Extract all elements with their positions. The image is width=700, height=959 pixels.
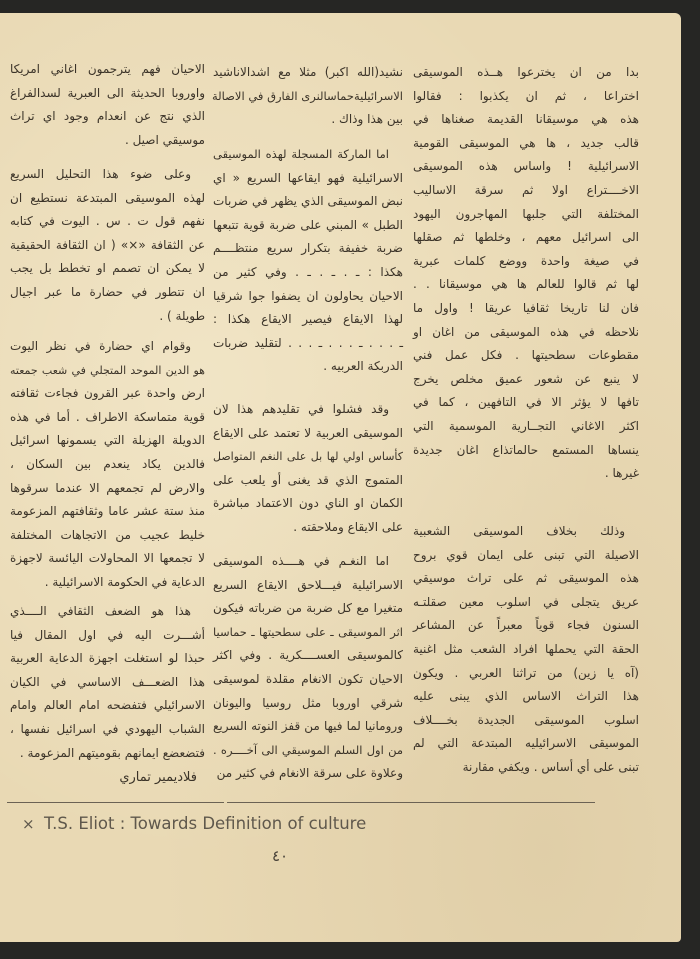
text-line: ارض واحدة عبر القرون فجاءت ثقافته bbox=[10, 386, 205, 401]
text-line: الاسرائيلية فهو ايقاعها السريع « اي bbox=[213, 170, 403, 185]
text-line: على الايقاع وملاحقته . bbox=[293, 519, 403, 534]
page-number: ٤٠ bbox=[272, 847, 289, 865]
text-line: هذا الضعـــف الاساسي في الكيان bbox=[10, 674, 205, 689]
text-line: كأساس اولي لها بل على النغم المتواصل bbox=[213, 450, 403, 464]
text-line: غيرها . bbox=[604, 466, 639, 481]
footnote-text: T.S. Eliot : Towards Definition of culture bbox=[44, 814, 367, 833]
divider-right bbox=[227, 802, 595, 803]
text-line: أشـــرت اليه في اول المقال فيا bbox=[10, 627, 205, 642]
text-line: الاحيان فهم يترجمون اغاني امريكا bbox=[10, 62, 205, 76]
text-line: اختراعا ، ثم ان يكذبوا : فقالوا bbox=[413, 88, 639, 103]
text-line: الاصيلة التي تبنى على ايمان قوي بروح bbox=[413, 547, 639, 562]
text-line: الذي نتج عن انعدام وجود اي تراث bbox=[10, 109, 205, 124]
paragraph bbox=[213, 143, 403, 379]
text-line: خليط عجيب من الاتجاهات المختلفة bbox=[10, 527, 205, 542]
text-line: لا ينبع عن شعور عميق مخلص يخرج bbox=[413, 371, 639, 386]
text-line: بدا من ان يخترعوا هــذه الموسيقى bbox=[413, 65, 639, 79]
text-line: هو الدين الموحد المتجلي في شعب جمعته bbox=[10, 363, 205, 377]
text-line: المختلفة التي جلبها المهاجرون اليهود bbox=[413, 206, 639, 221]
text-line: الطبل » المبني على ضربة قوية تتبعها bbox=[213, 217, 403, 232]
text-line: هذا التراث الاساس الذي يبنى عليه bbox=[413, 689, 639, 704]
text-line: الدويلة الهزيلة التي يسمونها اسرائيل bbox=[10, 433, 205, 448]
column-right bbox=[413, 0, 639, 800]
text-line: لهذا الايقاع فيصير الايقاع هكذا : bbox=[213, 312, 403, 327]
text-line: تافها لا يؤثر الا في التافهين ، كما في bbox=[413, 395, 639, 410]
text-line: هذا هو الضعف الثقافي الــــذي bbox=[10, 604, 191, 618]
text-line: الاخــــتراع اولا ثم سرقة الاساليب bbox=[413, 182, 639, 197]
text-line: تبنى على أي أساس . ويكفي مقارنة bbox=[462, 759, 639, 774]
text-line: وعلاوة على سرقة الانغام في كثير من bbox=[216, 766, 403, 781]
text-line: الى اسرائيل معهم ، وخلطها ثم صقلها bbox=[413, 230, 639, 245]
text-line: ـ . . . ـ . . . ـ . . . لتقليد ضربات bbox=[213, 335, 403, 350]
paragraph bbox=[213, 61, 403, 132]
text-line: عن الثقافة «×» ( ان الثقافة الحقيقية bbox=[10, 237, 205, 252]
text-line: الدربكة العربيه . bbox=[323, 359, 403, 374]
text-line: الاحيان تكون الانغام مقلدة لموسيقى bbox=[213, 671, 403, 686]
text-line: اما النغـم في هــــذه الموسيقى bbox=[213, 554, 389, 568]
text-line: نشيد(الله اكبر) مثلا مع اشدالاناشيد bbox=[213, 65, 403, 79]
text-line: فالدين يكاد ينعدم بين السكان ، bbox=[10, 456, 205, 471]
text-line: مقطوعات سطحيتها . فكل عمل فني bbox=[413, 348, 639, 363]
paragraph bbox=[413, 520, 639, 780]
paragraph bbox=[413, 61, 639, 486]
text-line: نلاحظه في هذه الموسيقى من اغان او bbox=[413, 324, 639, 339]
text-line: المتموج الذي قد يغنى أو يلعب على bbox=[213, 472, 403, 487]
paragraph bbox=[10, 58, 205, 152]
text-line: الحقة التي يحملها افراد الشعب مثل اغنية bbox=[413, 641, 639, 656]
text-line: لا يمكن ان تصمم او تخطط بل يجب bbox=[10, 261, 205, 276]
text-line: الكمان او الناي دون الاعتماد مباشرة bbox=[213, 496, 403, 511]
text-line: حبذا لو استغلت اجهزة الدعاية العربية bbox=[10, 651, 205, 666]
text-line: قوية متماسكة الاطراف . أما في هذه bbox=[10, 409, 205, 424]
text-line: اسلوب الموسيقى الجديدة بخــــلاف bbox=[413, 712, 639, 727]
text-line: (آه يا زين) من تراثنا العربي . ويكون bbox=[413, 665, 639, 680]
text-line: هذه هي موسيقانا القديمة صغناها في bbox=[413, 112, 639, 127]
text-line: ان تتطور في حضارة ما عبر اجيال bbox=[10, 284, 205, 299]
text-line: ضربة خفيفة بتكرار سريع منتظــــم bbox=[213, 241, 403, 256]
text-line: في صيغة واحدة ووضع كلمات عبرية bbox=[413, 253, 639, 268]
text-line: وقد فشلوا في تقليدهم هذا لان bbox=[213, 402, 389, 416]
text-line: ينساها المستمع حالماتذاع اغان جديدة bbox=[413, 442, 639, 457]
text-line: بين هذا وذاك . bbox=[331, 112, 403, 127]
paragraph bbox=[213, 398, 403, 540]
text-line: الدعاية في الحكومة الاسرائيلية . bbox=[44, 574, 205, 589]
text-line: الاسرائيلية فيـــلاحق الايقاع السريع bbox=[213, 577, 403, 592]
text-line: اكثر الاغاني التجــارية الموسمية التي bbox=[413, 418, 639, 433]
text-line: وذلك بخلاف الموسيقى الشعبية bbox=[413, 524, 625, 538]
text-line: فتضعضع ايمانهم بقوميتهم المزعومة . bbox=[19, 745, 205, 760]
text-line: هذه الموسيقى ثم على تراث موسيقي bbox=[413, 571, 639, 586]
text-line: ورومانيا لما فيها من قفز النوته السريع bbox=[213, 719, 403, 734]
text-line: الشباب اليهودي في اسرائيل نفسها ، bbox=[10, 721, 205, 736]
text-line: الاحيان يحاولون ان يضفوا جوا شرقيا bbox=[213, 288, 403, 303]
text-line: متغيرا مع كل ضربة من ضرباته فيكون bbox=[213, 601, 403, 616]
text-line: من اول السلم الموسيقي الى آخــــره . bbox=[213, 742, 403, 757]
text-line: فان لنا تاريخا ثقافيا عريقا ! واول ما bbox=[413, 300, 639, 315]
text-line: والارض لم تجمعهم الا عندما سرقوها bbox=[10, 480, 205, 495]
column-left bbox=[10, 0, 205, 800]
text-line: الموسيقى العربية لا تعتمد على الايقاع bbox=[213, 425, 403, 440]
text-line: السنون فجاء قوياً معبراً عن المشاعر bbox=[413, 618, 639, 633]
paragraph bbox=[10, 335, 205, 595]
text-line: لها ثم قالوا للعالم ها هي موسيقانا . . bbox=[413, 277, 639, 292]
paragraph bbox=[213, 550, 403, 786]
text-line: لا تجمعها الا المحاولات اليائسة لاجهزة bbox=[10, 551, 205, 566]
text-line: هكذا : ـ . ـ . ـ . وفي كثير من bbox=[213, 264, 403, 279]
text-line: لهذه الموسيقى المبتدعة نستطيع ان bbox=[10, 190, 205, 205]
text-line: منذ ستة عشر عاما وثقافتهم المزعومة bbox=[10, 504, 205, 519]
text-line: موسيقي اصيل . bbox=[124, 132, 205, 147]
text-line: الاسرائيليةحماسالنرى الفارق في الاصالة bbox=[211, 88, 403, 103]
footnote-marker: × bbox=[22, 815, 35, 833]
author-signature: فلاديمير تماري bbox=[119, 770, 197, 785]
text-line: وقوام اي حضارة في نظر اليوت bbox=[10, 339, 191, 353]
paragraph bbox=[10, 600, 205, 765]
text-line: اثر الموسيقى ـ على سطحيتها ـ حماسيا bbox=[213, 624, 403, 639]
text-line: الموسيقى الاسرائيليه المبتدعة التي لم bbox=[413, 736, 639, 751]
text-line: الاسرائيلي فتفضحه امام العالم وامام bbox=[10, 698, 205, 713]
text-line: واوروبا الحديثة الى العبرية لسدالفراغ bbox=[10, 85, 205, 100]
paragraph bbox=[10, 163, 205, 328]
text-line: اما الماركة المسجلة لهذه الموسيقى bbox=[213, 147, 389, 161]
text-line: قالب جديد ، ها هي الموسيقى القومية bbox=[413, 135, 639, 150]
text-line: كالموسيقى العســــكرية . وفي اكثر bbox=[213, 648, 403, 663]
text-line: وعلى ضوء هذا التحليل السريع bbox=[10, 167, 191, 181]
text-line: نفهم قول ت . س . اليوت في كتابه bbox=[10, 214, 205, 229]
text-line: الاسرائيلية ! واساس هذه الموسيقى bbox=[413, 159, 639, 174]
column-middle bbox=[213, 0, 403, 800]
text-line: عريق يتجلى في اسلوب معين صقلتـه bbox=[413, 594, 639, 609]
text-line: شرقي اوروبا مثل روسيا واليونان bbox=[213, 695, 403, 710]
text-line: طويلة ) . bbox=[159, 308, 205, 323]
text-line: نبض الموسيقى الذي يظهر في ضربات bbox=[213, 194, 403, 209]
divider-left bbox=[7, 802, 224, 803]
